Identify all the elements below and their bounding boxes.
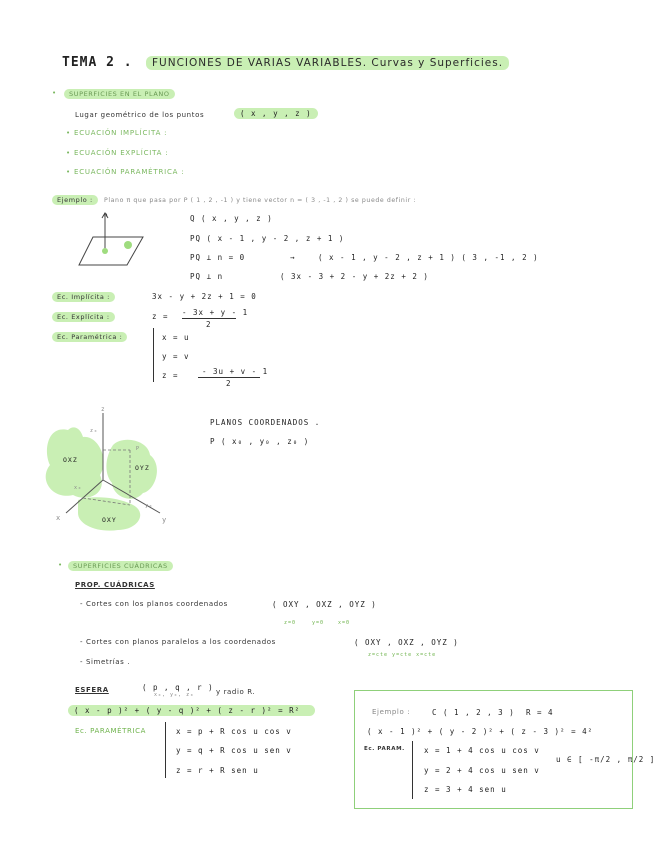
sphere-param-bracket [165, 722, 166, 778]
example2-radius: R = 4 [526, 708, 554, 717]
param-num: - 3u + v - 1 [202, 367, 269, 376]
tick-y0: y₀ [145, 503, 154, 509]
prop-item1-note-y: y=0 [312, 620, 325, 626]
form-implicit: • ECUACIÓN IMPLÍCITA : [66, 129, 168, 137]
implicit-label: Ec. Implícita : [52, 292, 115, 302]
plane-oxz-label: OXZ [63, 456, 78, 464]
example2-center: C ( 1 , 2 , 3 ) [432, 708, 515, 717]
example2-label: Ejemplo : [372, 708, 411, 716]
arrow-icon: → [290, 253, 296, 262]
axis-x-label: x [56, 514, 62, 522]
tick-z0: z₀ [90, 428, 99, 434]
example1-label: Ejemplo : [52, 195, 98, 205]
tick-x0: x₀ [74, 485, 83, 491]
explicit-num: - 3x + y - 1 [182, 308, 249, 317]
tick-p: P [136, 446, 141, 452]
param-label: Ec. Paramétrica : [52, 332, 127, 342]
locus-text: Lugar geométrico de los puntos [75, 111, 205, 119]
section-heading-planes: SUPERFICIES EN EL PLANO [64, 89, 175, 99]
bullet-dot-quadrics: • [58, 561, 63, 569]
step-perp: PQ ⊥ n = 0 [190, 253, 246, 262]
sphere-param-label: Ec. PARAMÉTRICA [75, 727, 146, 735]
sphere-equation: ( x - p )² + ( y - q )² + ( z - r )² = R² [68, 705, 315, 716]
prop-item1-set: ( OXY , OXZ , OYZ ) [272, 600, 377, 609]
bullet-dot: • [52, 89, 57, 97]
prop-item2: - Cortes con planos paralelos a los coordenados [80, 638, 276, 646]
plane-oxy-label: OXY [102, 516, 117, 524]
sphere-center: ( p , q , r ) [142, 683, 214, 692]
coord-point: P ( x₀ , y₀ , z₀ ) [210, 437, 310, 446]
coord-planes-title: PLANOS COORDENADOS . [210, 418, 321, 427]
example2-param-bracket [412, 741, 413, 799]
sphere-param-x: x = p + R cos u cos v [176, 727, 292, 736]
locus-point: ( x , y , z ) [234, 108, 318, 119]
plane-sketch [75, 205, 150, 275]
param-row-x: x = u [162, 333, 190, 342]
prop-item2-notes: z=cte y=cte x=cte [368, 652, 437, 658]
explicit-fraction-bar [182, 318, 236, 319]
prop-title: PROP. CUÁDRICAS [75, 581, 155, 589]
example1-statement: Plano π que pasa por P ( 1 , 2 , -1 ) y tiene vector n = ( 3 , -1 , 2 ) se puede definir : [104, 197, 417, 204]
page-title: TEMA 2 . [62, 55, 133, 70]
param-row-z: z = [162, 371, 179, 380]
prop-item1: - Cortes con los planos coordenados [80, 600, 228, 608]
example2-param-x: x = 1 + 4 cos u cos v [424, 746, 540, 755]
sphere-label: ESFERA [75, 686, 109, 694]
example2-param-label: Ec. PARAM. [364, 746, 405, 752]
axis-y-label: y [162, 516, 168, 524]
page-subtitle: FUNCIONES DE VARIAS VARIABLES. Curvas y Superficies. [146, 56, 509, 70]
sphere-param-z: z = r + R sen u [176, 766, 259, 775]
implicit-eq: 3x - y + 2z + 1 = 0 [152, 292, 257, 301]
prop-item1-note-z: z=0 [284, 620, 297, 626]
explicit-lhs: z = [152, 312, 169, 321]
prop-item3: - Simetrías . [80, 658, 131, 666]
explicit-den: 2 [206, 320, 212, 329]
param-bracket [153, 328, 154, 382]
sphere-param-y: y = q + R cos u sen v [176, 746, 292, 755]
param-den: 2 [226, 379, 232, 388]
normal-vector-label: n [104, 212, 109, 219]
step-perp-2: PQ ⊥ n [190, 272, 224, 281]
example2-param-z: z = 3 + 4 sen u [424, 785, 507, 794]
step-q: Q ( x , y , z ) [190, 214, 273, 223]
step-product: ( x - 1 , y - 2 , z + 1 ) ( 3 , -1 , 2 ) [318, 253, 539, 262]
form-parametric: • ECUACIÓN PARAMÉTRICA : [66, 168, 185, 176]
prop-item1-note-x: x=0 [338, 620, 351, 626]
section-heading-quadrics: SUPERFICIES CUÁDRICAS [68, 561, 173, 571]
explicit-label: Ec. Explícita : [52, 312, 115, 322]
param-row-y: y = v [162, 352, 190, 361]
form-explicit: • ECUACIÓN EXPLÍCITA : [66, 149, 169, 157]
sphere-center-sub: x₀, y₀, z₀ [154, 692, 195, 698]
param-fraction-bar [198, 377, 260, 378]
plane-oyz-label: OYZ [135, 464, 150, 472]
example2-param-y: y = 2 + 4 cos u sen v [424, 766, 540, 775]
example2-equation: ( x - 1 )² + ( y - 2 )² + ( z - 3 )² = 4² [367, 727, 594, 736]
sphere-radius-text: y radio R. [216, 688, 256, 696]
example2-domain: u ∈ [ -π/2 , π/2 ] [556, 755, 655, 764]
axis-z-label: z [101, 406, 106, 413]
step-pq: PQ ( x - 1 , y - 2 , z + 1 ) [190, 234, 345, 243]
prop-item2-set: ( OXY , OXZ , OYZ ) [354, 638, 459, 647]
step-expand: ( 3x - 3 + 2 - y + 2z + 2 ) [280, 272, 429, 281]
